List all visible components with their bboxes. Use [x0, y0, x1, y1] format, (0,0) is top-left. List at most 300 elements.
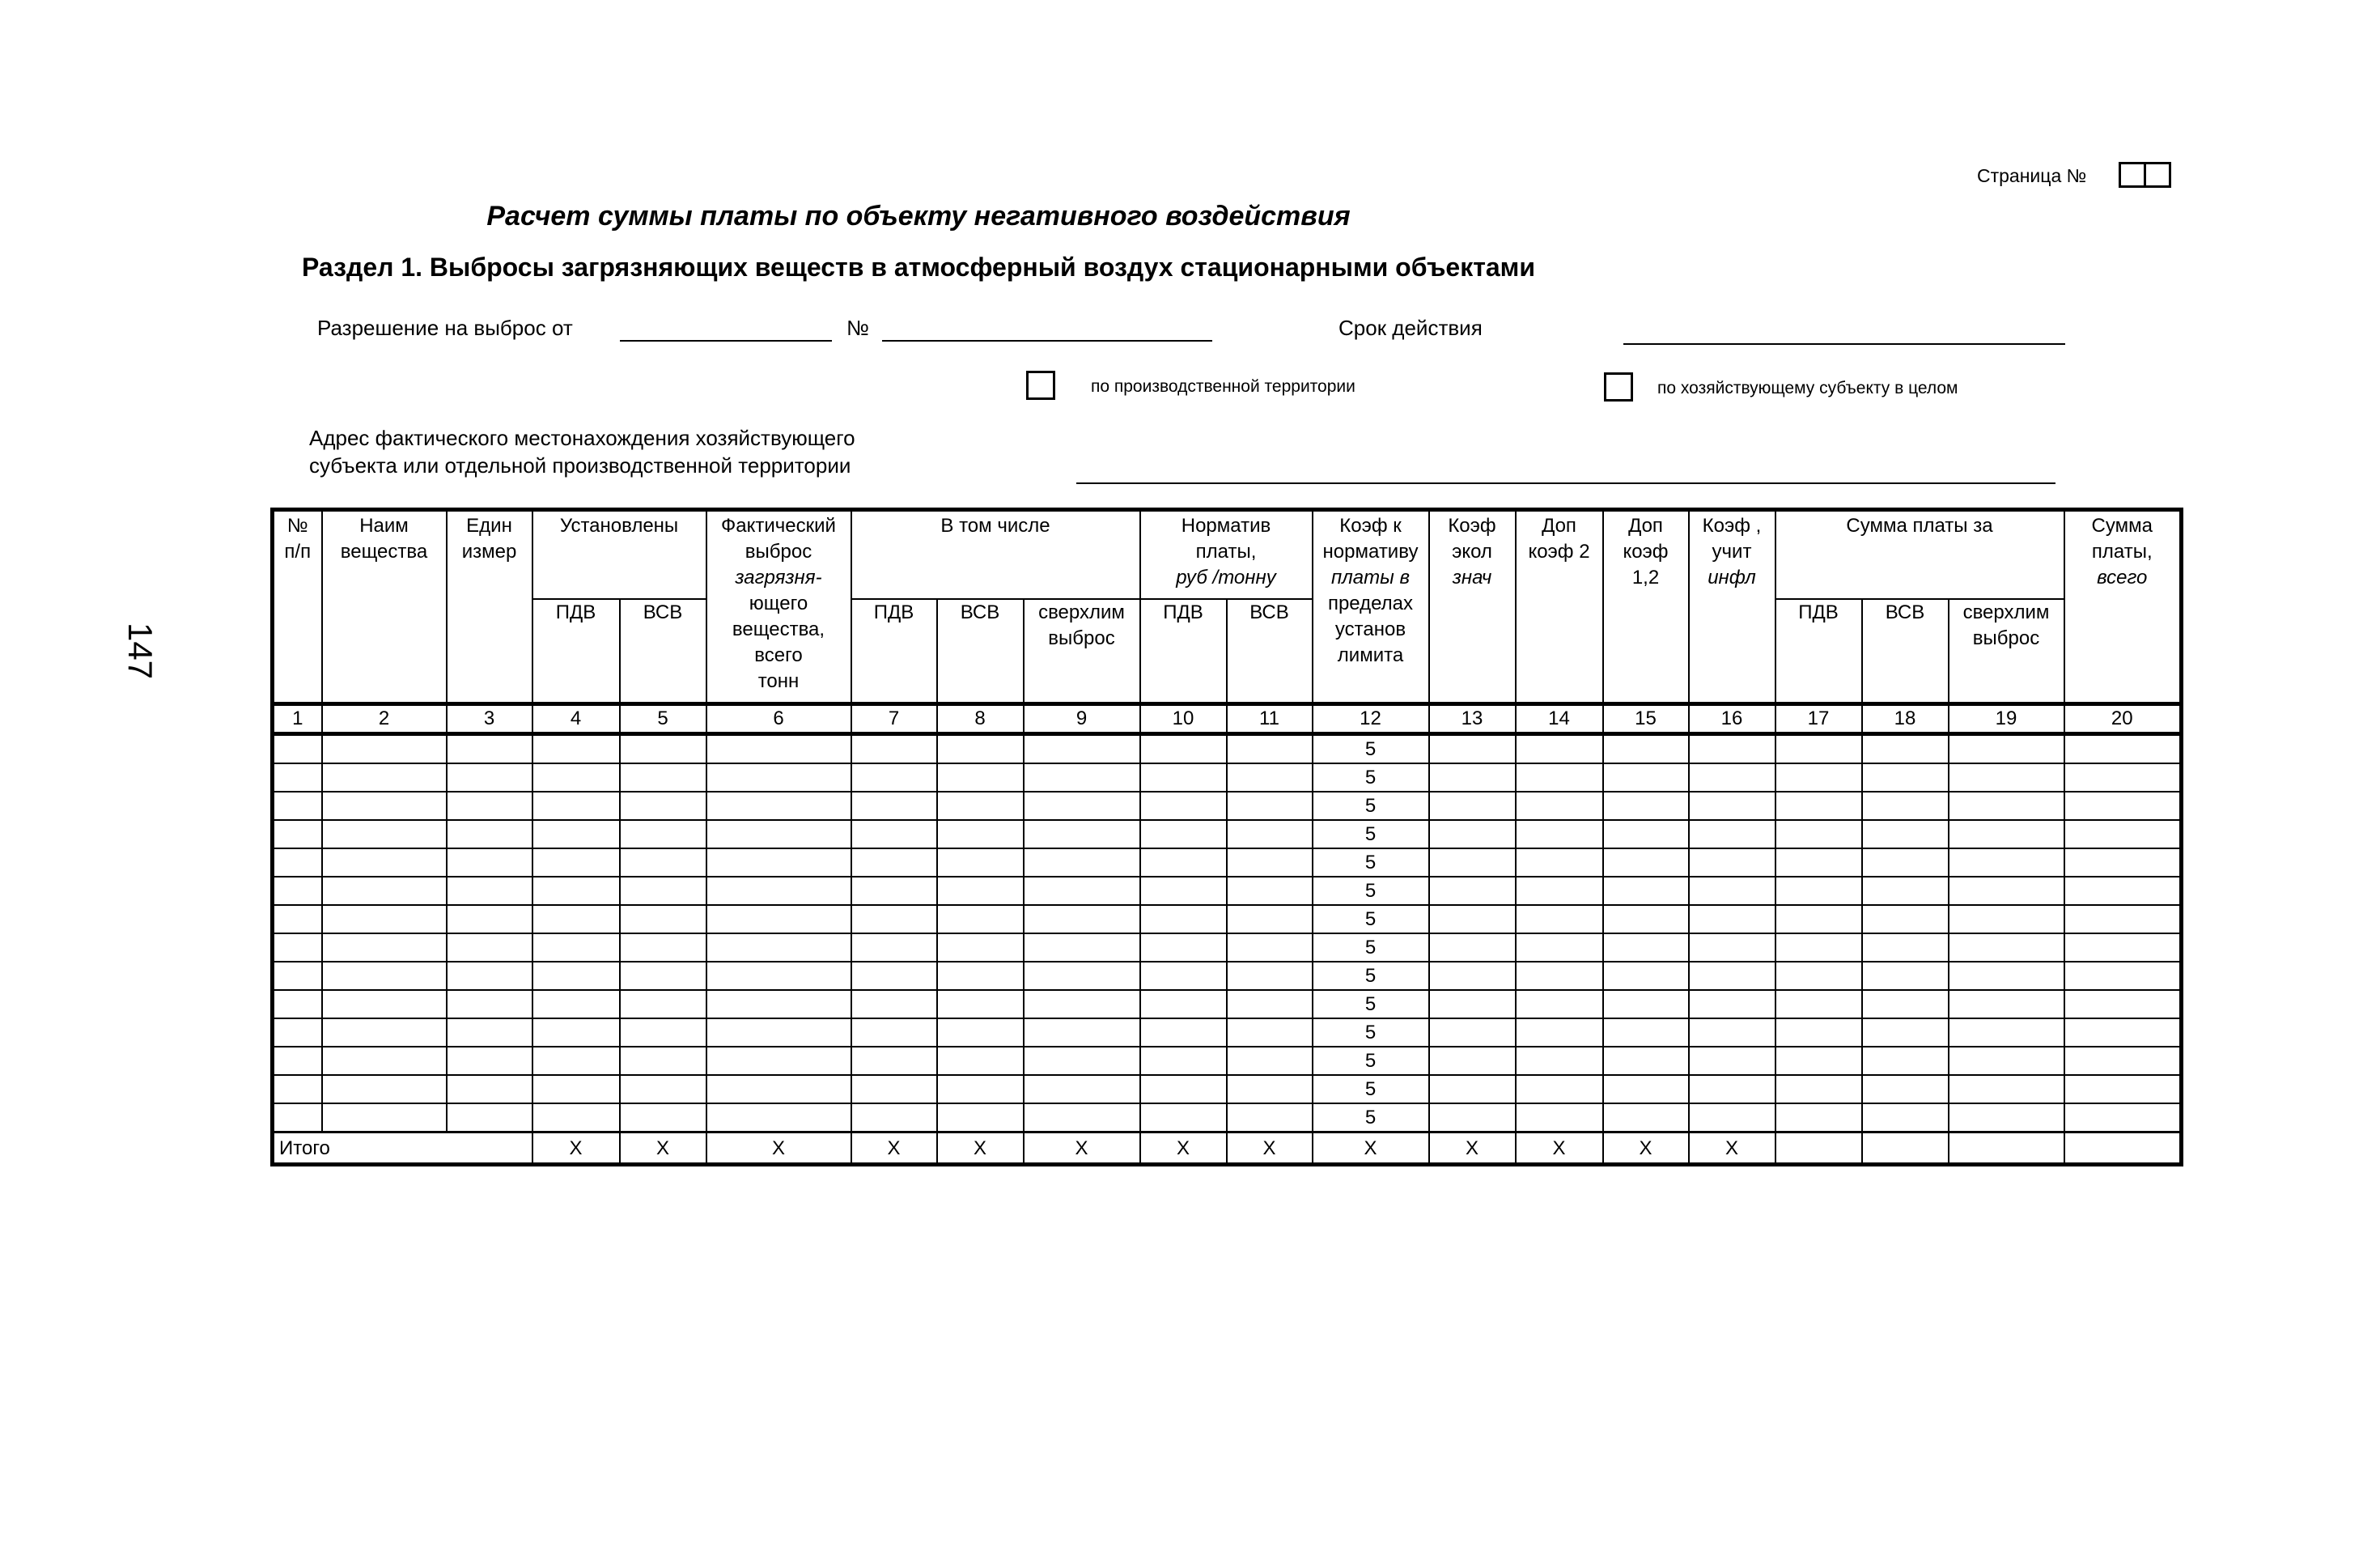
table-cell[interactable] — [1949, 792, 2064, 820]
table-cell[interactable] — [937, 990, 1024, 1018]
table-cell[interactable] — [447, 962, 532, 990]
table-cell[interactable] — [851, 877, 937, 905]
table-cell[interactable] — [851, 1047, 937, 1075]
table-cell[interactable] — [1949, 820, 2064, 848]
table-cell[interactable] — [706, 1103, 851, 1132]
table-cell[interactable] — [851, 933, 937, 962]
table-cell[interactable] — [1775, 792, 1862, 820]
table-cell[interactable] — [532, 1103, 620, 1132]
table-cell[interactable] — [1429, 1075, 1516, 1103]
table-cell[interactable] — [1603, 1103, 1689, 1132]
table-cell[interactable] — [706, 1075, 851, 1103]
coef-normative-cell[interactable]: 5 — [1313, 1047, 1429, 1075]
table-cell[interactable] — [1862, 1018, 1949, 1047]
table-cell[interactable] — [1862, 1047, 1949, 1075]
table-cell[interactable] — [1516, 877, 1603, 905]
table-cell[interactable] — [1689, 763, 1775, 792]
table-cell[interactable] — [1775, 1075, 1862, 1103]
table-cell[interactable] — [447, 1018, 532, 1047]
table-cell[interactable] — [1689, 990, 1775, 1018]
table-cell[interactable] — [1024, 1075, 1140, 1103]
table-cell[interactable] — [1516, 763, 1603, 792]
table-cell[interactable] — [1775, 763, 1862, 792]
table-cell[interactable] — [447, 905, 532, 933]
table-cell[interactable] — [620, 820, 706, 848]
table-cell[interactable] — [937, 1103, 1024, 1132]
table-cell[interactable] — [1603, 820, 1689, 848]
table-cell[interactable] — [1227, 734, 1313, 764]
table-cell[interactable] — [937, 933, 1024, 962]
table-cell[interactable] — [620, 905, 706, 933]
table-cell[interactable] — [532, 792, 620, 820]
coef-normative-cell[interactable]: 5 — [1313, 1075, 1429, 1103]
table-cell[interactable] — [447, 1075, 532, 1103]
table-cell[interactable] — [706, 962, 851, 990]
table-cell[interactable] — [322, 848, 447, 877]
table-cell[interactable] — [1227, 1075, 1313, 1103]
header-including-over — [1024, 599, 1140, 704]
table-cell[interactable] — [1140, 1075, 1227, 1103]
table-cell[interactable] — [1024, 933, 1140, 962]
table-cell[interactable] — [1862, 962, 1949, 990]
table-cell[interactable] — [937, 1018, 1024, 1047]
table-cell[interactable] — [273, 905, 322, 933]
table-cell[interactable] — [1603, 792, 1689, 820]
table-cell[interactable] — [1024, 877, 1140, 905]
table-cell[interactable] — [273, 734, 322, 764]
table-cell[interactable] — [1775, 734, 1862, 764]
table-cell[interactable] — [937, 792, 1024, 820]
table-cell[interactable] — [1227, 848, 1313, 877]
table-cell[interactable] — [1429, 933, 1516, 962]
table-cell[interactable] — [1775, 820, 1862, 848]
table-cell[interactable] — [1689, 933, 1775, 962]
table-cell[interactable] — [1862, 1103, 1949, 1132]
table-cell[interactable] — [1024, 848, 1140, 877]
table-cell[interactable] — [447, 1047, 532, 1075]
table-cell[interactable] — [2064, 1103, 2182, 1132]
table-cell[interactable] — [706, 933, 851, 962]
table-cell[interactable] — [706, 990, 851, 1018]
table-cell[interactable] — [322, 962, 447, 990]
table-cell[interactable] — [1024, 1103, 1140, 1132]
coef-normative-cell[interactable]: 5 — [1313, 792, 1429, 820]
table-cell[interactable] — [1140, 1047, 1227, 1075]
table-cell[interactable] — [1949, 1018, 2064, 1047]
table-cell[interactable] — [1516, 1047, 1603, 1075]
table-cell[interactable] — [1603, 905, 1689, 933]
table-cell[interactable] — [1516, 820, 1603, 848]
table-cell[interactable] — [273, 848, 322, 877]
table-cell[interactable] — [322, 877, 447, 905]
table-cell[interactable] — [1949, 763, 2064, 792]
table-cell[interactable] — [2064, 792, 2182, 820]
table-cell[interactable] — [1949, 1047, 2064, 1075]
table-cell[interactable] — [532, 848, 620, 877]
table-cell[interactable] — [620, 1075, 706, 1103]
table-cell[interactable] — [1024, 1047, 1140, 1075]
table-cell[interactable] — [322, 792, 447, 820]
table-cell[interactable] — [2064, 1075, 2182, 1103]
table-cell[interactable] — [1227, 820, 1313, 848]
table-cell[interactable] — [1024, 1018, 1140, 1047]
table-cell[interactable] — [1862, 820, 1949, 848]
table-cell[interactable] — [1949, 1103, 2064, 1132]
table-cell[interactable] — [532, 1047, 620, 1075]
table-cell[interactable] — [322, 763, 447, 792]
coef-normative-cell[interactable]: 5 — [1313, 848, 1429, 877]
table-cell[interactable] — [620, 962, 706, 990]
table-cell[interactable] — [1775, 933, 1862, 962]
table-cell[interactable] — [1689, 734, 1775, 764]
table-cell[interactable] — [1775, 905, 1862, 933]
table-cell[interactable] — [1949, 734, 2064, 764]
table-cell[interactable] — [1429, 990, 1516, 1018]
table-cell[interactable] — [1775, 848, 1862, 877]
table-cell[interactable] — [322, 905, 447, 933]
table-cell[interactable] — [1516, 1103, 1603, 1132]
table-cell[interactable] — [1227, 877, 1313, 905]
table-cell[interactable] — [273, 877, 322, 905]
table-cell[interactable] — [532, 990, 620, 1018]
table-cell[interactable] — [1775, 1018, 1862, 1047]
table-cell[interactable] — [706, 1047, 851, 1075]
table-cell[interactable] — [1689, 877, 1775, 905]
coef-normative-cell[interactable]: 5 — [1313, 763, 1429, 792]
table-cell[interactable] — [2064, 1018, 2182, 1047]
page-number-box-2[interactable] — [2144, 162, 2171, 188]
header-text: измер — [461, 541, 517, 563]
table-cell[interactable] — [1603, 933, 1689, 962]
table-cell[interactable] — [1689, 820, 1775, 848]
table-cell[interactable] — [937, 1047, 1024, 1075]
table-cell[interactable] — [1949, 962, 2064, 990]
table-cell[interactable] — [937, 763, 1024, 792]
table-cell[interactable] — [1024, 763, 1140, 792]
table-cell[interactable] — [1429, 962, 1516, 990]
table-cell[interactable] — [851, 1018, 937, 1047]
coef-normative-cell[interactable]: 5 — [1313, 962, 1429, 990]
table-cell[interactable] — [1429, 848, 1516, 877]
table-cell[interactable] — [273, 962, 322, 990]
table-cell[interactable] — [1140, 933, 1227, 962]
table-cell[interactable] — [851, 820, 937, 848]
table-cell[interactable] — [937, 848, 1024, 877]
table-cell[interactable] — [851, 763, 937, 792]
table-cell[interactable] — [851, 990, 937, 1018]
table-cell[interactable] — [1603, 734, 1689, 764]
table-cell[interactable] — [1689, 962, 1775, 990]
table-cell[interactable] — [1140, 1103, 1227, 1132]
table-cell[interactable] — [851, 905, 937, 933]
table-cell[interactable] — [1603, 763, 1689, 792]
table-cell[interactable] — [1516, 933, 1603, 962]
table-cell[interactable] — [1024, 792, 1140, 820]
table-cell[interactable] — [273, 820, 322, 848]
table-cell[interactable] — [1227, 905, 1313, 933]
table-cell[interactable] — [1862, 848, 1949, 877]
table-cell[interactable] — [2064, 1047, 2182, 1075]
table-cell[interactable] — [273, 933, 322, 962]
table-cell[interactable] — [937, 962, 1024, 990]
table-cell[interactable] — [322, 1103, 447, 1132]
coef-normative-cell[interactable]: 5 — [1313, 1103, 1429, 1132]
coef-normative-cell[interactable]: 5 — [1313, 990, 1429, 1018]
table-cell[interactable] — [620, 990, 706, 1018]
validity-field[interactable] — [1623, 343, 2065, 345]
table-cell[interactable] — [532, 1018, 620, 1047]
table-cell[interactable] — [1689, 1075, 1775, 1103]
table-cell[interactable] — [2064, 905, 2182, 933]
total-sum-cell[interactable] — [2064, 1132, 2182, 1165]
table-cell[interactable] — [1862, 990, 1949, 1018]
table-cell[interactable] — [706, 848, 851, 877]
table-cell[interactable] — [447, 734, 532, 764]
table-cell[interactable] — [1516, 1018, 1603, 1047]
table-cell[interactable] — [1516, 990, 1603, 1018]
table-cell[interactable] — [532, 962, 620, 990]
table-cell[interactable] — [620, 792, 706, 820]
table-cell[interactable] — [1024, 820, 1140, 848]
table-cell[interactable] — [1429, 1103, 1516, 1132]
column-number: 14 — [1516, 704, 1603, 734]
table-cell[interactable] — [1862, 933, 1949, 962]
table-cell[interactable] — [1227, 1103, 1313, 1132]
table-cell[interactable] — [1775, 1047, 1862, 1075]
table-cell[interactable] — [1227, 962, 1313, 990]
table-cell[interactable] — [851, 1075, 937, 1103]
coef-normative-cell[interactable]: 5 — [1313, 877, 1429, 905]
table-cell[interactable] — [937, 820, 1024, 848]
table-cell[interactable] — [1140, 763, 1227, 792]
coef-normative-cell[interactable]: 5 — [1313, 933, 1429, 962]
table-cell[interactable] — [1429, 763, 1516, 792]
table-cell[interactable] — [322, 990, 447, 1018]
table-cell[interactable] — [1689, 1103, 1775, 1132]
table-cell[interactable] — [706, 877, 851, 905]
table-cell[interactable] — [273, 1018, 322, 1047]
table-cell[interactable] — [1949, 1075, 2064, 1103]
table-cell[interactable] — [2064, 877, 2182, 905]
table-cell[interactable] — [1516, 1075, 1603, 1103]
table-cell[interactable] — [273, 1075, 322, 1103]
table-cell[interactable] — [1689, 848, 1775, 877]
table-cell[interactable] — [1862, 905, 1949, 933]
table-cell[interactable] — [1862, 877, 1949, 905]
table-cell[interactable] — [447, 877, 532, 905]
header-coef-inflation — [1689, 510, 1775, 704]
table-cell[interactable] — [620, 763, 706, 792]
table-cell[interactable] — [1516, 962, 1603, 990]
total-sum-cell[interactable] — [1949, 1132, 2064, 1165]
table-cell[interactable] — [532, 905, 620, 933]
table-cell[interactable] — [1862, 1075, 1949, 1103]
table-cell[interactable] — [273, 763, 322, 792]
table-cell[interactable] — [1603, 848, 1689, 877]
table-cell[interactable] — [1862, 763, 1949, 792]
permit-date-field[interactable] — [620, 340, 832, 342]
territory-checkbox[interactable] — [1026, 371, 1055, 400]
page-number-box-1[interactable] — [2119, 162, 2146, 188]
table-cell[interactable] — [273, 1047, 322, 1075]
table-cell[interactable] — [1516, 848, 1603, 877]
table-cell[interactable] — [1516, 792, 1603, 820]
table-cell[interactable] — [1689, 1018, 1775, 1047]
table-cell[interactable] — [1603, 962, 1689, 990]
table-cell[interactable] — [1862, 792, 1949, 820]
table-cell[interactable] — [1949, 905, 2064, 933]
table-cell[interactable] — [706, 905, 851, 933]
table-cell[interactable] — [2064, 734, 2182, 764]
table-cell[interactable] — [1603, 1075, 1689, 1103]
table-cell[interactable] — [1140, 990, 1227, 1018]
table-cell[interactable] — [1429, 905, 1516, 933]
table-cell[interactable] — [1140, 962, 1227, 990]
table-cell[interactable] — [1689, 1047, 1775, 1075]
table-cell[interactable] — [1227, 792, 1313, 820]
table-cell[interactable] — [2064, 848, 2182, 877]
table-cell[interactable] — [706, 763, 851, 792]
table-cell[interactable] — [322, 933, 447, 962]
address-field[interactable] — [1076, 482, 2055, 484]
table-cell[interactable] — [532, 763, 620, 792]
table-cell[interactable] — [1949, 848, 2064, 877]
table-cell[interactable] — [2064, 933, 2182, 962]
table-cell[interactable] — [2064, 962, 2182, 990]
table-cell[interactable] — [937, 905, 1024, 933]
table-cell[interactable] — [1516, 905, 1603, 933]
table-cell[interactable] — [851, 734, 937, 764]
table-cell[interactable] — [620, 848, 706, 877]
table-cell[interactable] — [851, 792, 937, 820]
table-cell[interactable] — [447, 848, 532, 877]
coef-normative-cell[interactable]: 5 — [1313, 905, 1429, 933]
table-cell[interactable] — [1689, 792, 1775, 820]
table-cell[interactable] — [2064, 763, 2182, 792]
table-cell[interactable] — [1775, 990, 1862, 1018]
header-text: платы в — [1331, 567, 1410, 589]
table-cell[interactable] — [1949, 933, 2064, 962]
table-cell[interactable] — [273, 990, 322, 1018]
table-cell[interactable] — [273, 792, 322, 820]
total-sum-cell[interactable] — [1862, 1132, 1949, 1165]
table-cell[interactable] — [532, 933, 620, 962]
table-cell[interactable] — [1024, 905, 1140, 933]
table-cell[interactable] — [2064, 990, 2182, 1018]
table-cell[interactable] — [273, 1103, 322, 1132]
table-cell[interactable] — [1024, 734, 1140, 764]
table-cell[interactable] — [532, 1075, 620, 1103]
table-cell[interactable] — [2064, 820, 2182, 848]
table-cell[interactable] — [1140, 877, 1227, 905]
table-cell[interactable] — [937, 734, 1024, 764]
table-cell[interactable] — [1775, 962, 1862, 990]
table-cell[interactable] — [447, 990, 532, 1018]
table-cell[interactable] — [1603, 1018, 1689, 1047]
table-cell[interactable] — [1024, 962, 1140, 990]
table-cell[interactable] — [1429, 792, 1516, 820]
table-cell[interactable] — [532, 877, 620, 905]
table-cell[interactable] — [322, 1075, 447, 1103]
coef-normative-cell[interactable]: 5 — [1313, 1018, 1429, 1047]
table-cell[interactable] — [1429, 1047, 1516, 1075]
table-cell[interactable] — [1862, 734, 1949, 764]
table-cell[interactable] — [447, 820, 532, 848]
table-cell[interactable] — [1429, 877, 1516, 905]
table-cell[interactable] — [1949, 990, 2064, 1018]
table-cell[interactable] — [706, 820, 851, 848]
permit-number-field[interactable] — [882, 340, 1212, 342]
table-cell[interactable] — [1429, 1018, 1516, 1047]
table-cell[interactable] — [1429, 734, 1516, 764]
table-cell[interactable] — [447, 933, 532, 962]
table-cell[interactable] — [1689, 905, 1775, 933]
table-cell[interactable] — [1140, 792, 1227, 820]
table-cell[interactable] — [851, 848, 937, 877]
table-cell[interactable] — [1227, 1018, 1313, 1047]
table-cell[interactable] — [851, 962, 937, 990]
table-cell[interactable] — [1227, 1047, 1313, 1075]
table-cell[interactable] — [1603, 1047, 1689, 1075]
table-cell[interactable] — [937, 877, 1024, 905]
table-cell[interactable] — [1227, 763, 1313, 792]
table-cell[interactable] — [706, 1018, 851, 1047]
table-cell[interactable] — [1775, 877, 1862, 905]
table-cell[interactable] — [1024, 990, 1140, 1018]
table-cell[interactable] — [706, 792, 851, 820]
table-cell[interactable] — [1140, 1018, 1227, 1047]
table-cell[interactable] — [447, 1103, 532, 1132]
table-cell[interactable] — [447, 763, 532, 792]
table-cell[interactable] — [620, 1103, 706, 1132]
coef-normative-cell[interactable]: 5 — [1313, 734, 1429, 764]
table-cell[interactable] — [532, 734, 620, 764]
header-text: лимита — [1337, 644, 1404, 666]
table-cell[interactable] — [1140, 905, 1227, 933]
table-cell[interactable] — [620, 1018, 706, 1047]
table-cell[interactable] — [1140, 734, 1227, 764]
table-cell[interactable] — [620, 1047, 706, 1075]
table-cell[interactable] — [1775, 1103, 1862, 1132]
table-cell[interactable] — [851, 1103, 937, 1132]
table-cell[interactable] — [1227, 933, 1313, 962]
table-cell[interactable] — [1949, 877, 2064, 905]
table-cell[interactable] — [1429, 820, 1516, 848]
table-cell[interactable] — [1603, 990, 1689, 1018]
coef-normative-cell[interactable]: 5 — [1313, 820, 1429, 848]
table-cell[interactable] — [620, 877, 706, 905]
table-cell[interactable] — [322, 820, 447, 848]
table-cell[interactable] — [706, 734, 851, 764]
table-cell[interactable] — [1603, 877, 1689, 905]
column-number: 7 — [851, 704, 937, 734]
table-cell[interactable] — [620, 734, 706, 764]
table-cell[interactable] — [1140, 848, 1227, 877]
table-cell[interactable] — [1227, 990, 1313, 1018]
table-cell[interactable] — [322, 1018, 447, 1047]
table-cell[interactable] — [322, 734, 447, 764]
total-sum-cell[interactable] — [1775, 1132, 1862, 1165]
table-cell[interactable] — [322, 1047, 447, 1075]
table-cell[interactable] — [532, 820, 620, 848]
table-cell[interactable] — [937, 1075, 1024, 1103]
table-cell[interactable] — [620, 933, 706, 962]
subject-checkbox[interactable] — [1604, 372, 1633, 402]
table-cell[interactable] — [1516, 734, 1603, 764]
table-cell[interactable] — [447, 792, 532, 820]
column-number: 3 — [447, 704, 532, 734]
table-cell[interactable] — [1140, 820, 1227, 848]
